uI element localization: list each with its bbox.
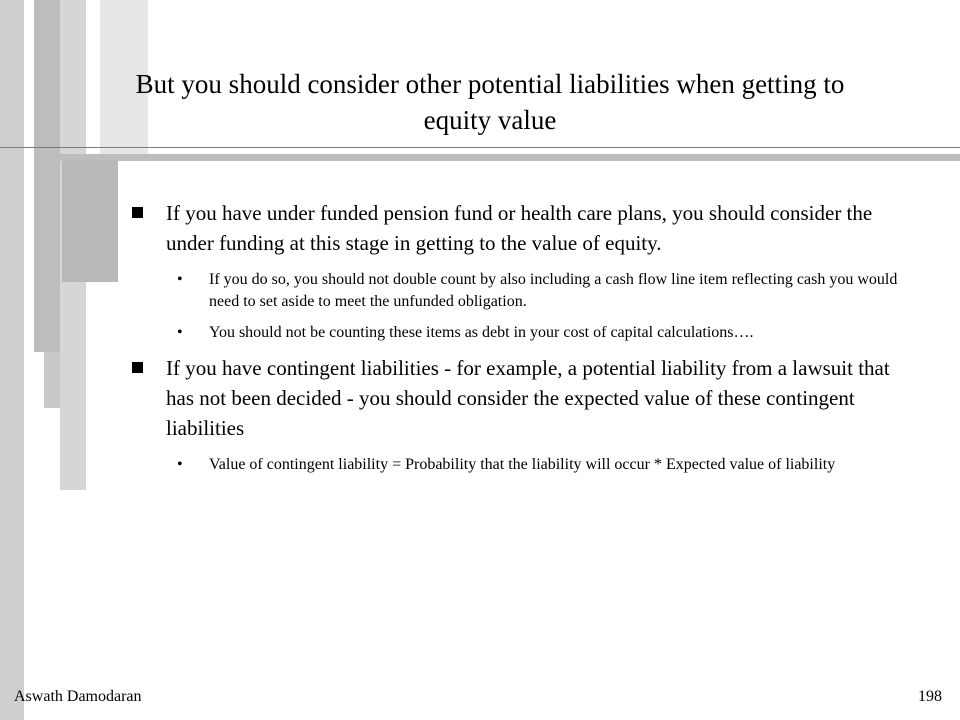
page-number: 198 [918,688,942,705]
title-divider-shadow [55,154,960,161]
decor-bar [0,0,24,720]
dot-bullet-icon: • [177,456,183,473]
slide-body [130,198,920,485]
square-bullet-icon [132,362,143,373]
bullet-item [130,353,920,443]
dot-bullet-icon: • [177,324,183,341]
decor-bar [34,0,60,352]
sub-bullet-item [130,269,920,313]
sub-bullet-text: Value of contingent liability = Probability that the liability will occur * Expected value of liability [209,456,836,473]
sub-bullet-item [130,454,920,476]
dot-bullet-icon: • [177,271,183,288]
slide-title: But you should consider other potential liabilities when getting to equity value [135,69,845,135]
decor-bar [62,160,118,282]
title-divider [0,147,960,148]
sub-bullet-text: You should not be counting these items as debt in your cost of capital calculations…. [209,324,754,341]
sub-bullet-text: If you do so, you should not double count by also including a cash flow line item reflecting cash you would need to set aside to meet the unfunded obligation. [209,271,898,310]
bullet-text: If you have contingent liabilities - for example, a potential liability from a lawsuit that has not been decided - you should consider the expected value of these contingent liabilities [166,356,890,440]
bullet-item [130,198,920,258]
footer-author: Aswath Damodaran [14,688,142,705]
square-bullet-icon [132,207,143,218]
sub-bullet-item [130,322,920,344]
bullet-text: If you have under funded pension fund or health care plans, you should consider the under funding at this stage in getting to the value of equity. [166,201,873,255]
